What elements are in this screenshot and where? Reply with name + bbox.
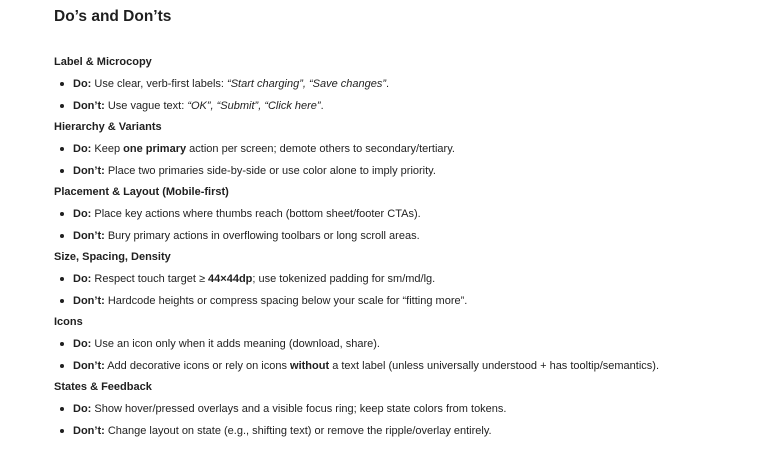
bullet-dot-icon — [60, 147, 64, 151]
section-heading: Size, Spacing, Density — [54, 251, 171, 263]
bullet-dot-icon — [60, 234, 64, 238]
item-lead-label: Don’t: — [73, 295, 105, 307]
item-lead-label: Do: — [73, 273, 92, 285]
dont-item — [54, 160, 659, 182]
sections-container — [54, 52, 659, 442]
example-text: “Start charging”, “Save changes” — [227, 78, 387, 90]
item-lead-label: Do: — [73, 208, 92, 220]
item-text: Change layout on state (e.g., shifting text) or remove the ripple/overlay entirely. — [104, 425, 492, 437]
bullet-dot-icon — [60, 104, 64, 108]
do-item — [54, 203, 659, 225]
do-item — [54, 268, 659, 290]
page-title: Do’s and Don’ts — [54, 8, 172, 25]
item-text: Keep — [91, 143, 124, 155]
emphasis-text: one primary — [123, 143, 187, 155]
item-text: Add decorative icons or rely on icons — [104, 360, 291, 372]
item-text: Show hover/pressed overlays and a visible focus ring; keep state colors from tokens. — [91, 403, 507, 415]
item-lead-label: Don’t: — [73, 100, 105, 112]
bullet-list — [54, 398, 659, 442]
section-heading: Icons — [54, 316, 83, 328]
emphasis-text: without — [290, 360, 330, 372]
item-lead-label: Don’t: — [73, 425, 105, 437]
section-hierarchy-and-variants — [54, 117, 659, 182]
bullet-list — [54, 138, 659, 182]
item-text: ; use tokenized padding for sm/md/lg. — [252, 273, 436, 285]
bullet-dot-icon — [60, 212, 64, 216]
item-text: action per screen; demote others to secondary/tertiary. — [186, 143, 455, 155]
item-text: . — [320, 100, 324, 112]
section-states-and-feedback — [54, 377, 659, 442]
item-lead-label: Don’t: — [73, 230, 105, 242]
item-lead-label: Do: — [73, 338, 92, 350]
item-text: Bury primary actions in overflowing toolbars or long scroll areas. — [104, 230, 420, 242]
bullet-list — [54, 73, 659, 117]
section-heading: States & Feedback — [54, 381, 152, 393]
bullet-list — [54, 333, 659, 377]
dont-item — [54, 355, 659, 377]
bullet-dot-icon — [60, 342, 64, 346]
item-text: Use vague text: — [104, 100, 188, 112]
section-heading: Label & Microcopy — [54, 56, 152, 68]
example-text: “OK”, “Submit”, “Click here” — [187, 100, 321, 112]
dont-item — [54, 95, 659, 117]
dont-item — [54, 420, 659, 442]
item-text: a text label (unless universally understood + has tooltip/semantics). — [329, 360, 660, 372]
bullet-dot-icon — [60, 169, 64, 173]
bullet-dot-icon — [60, 299, 64, 303]
bullet-dot-icon — [60, 429, 64, 433]
section-size-spacing-density — [54, 247, 659, 312]
item-text: Respect touch target ≥ — [91, 273, 209, 285]
item-text: Use an icon only when it adds meaning (download, share). — [91, 338, 380, 350]
bullet-dot-icon — [60, 364, 64, 368]
item-lead-label: Do: — [73, 143, 92, 155]
item-text: Place key actions where thumbs reach (bottom sheet/footer CTAs). — [91, 208, 421, 220]
item-text: Place two primaries side-by-side or use color alone to imply priority. — [104, 165, 436, 177]
section-placement-and-layout-mobile-first — [54, 182, 659, 247]
bullet-dot-icon — [60, 277, 64, 281]
item-text: Use clear, verb-first labels: — [91, 78, 228, 90]
bullet-dot-icon — [60, 82, 64, 86]
bullet-dot-icon — [60, 407, 64, 411]
item-lead-label: Don’t: — [73, 165, 105, 177]
item-text: Hardcode heights or compress spacing below your scale for “fitting more”. — [104, 295, 468, 307]
item-text: . — [386, 78, 390, 90]
dont-item — [54, 225, 659, 247]
emphasis-text: 44×44dp — [208, 273, 253, 285]
do-item — [54, 398, 659, 420]
do-item — [54, 333, 659, 355]
do-item — [54, 73, 659, 95]
dont-item — [54, 290, 659, 312]
item-lead-label: Don’t: — [73, 360, 105, 372]
section-heading: Hierarchy & Variants — [54, 121, 162, 133]
bullet-list — [54, 203, 659, 247]
section-heading: Placement & Layout (Mobile-first) — [54, 186, 229, 198]
section-label-and-microcopy — [54, 52, 659, 117]
do-item — [54, 138, 659, 160]
item-lead-label: Do: — [73, 403, 92, 415]
item-lead-label: Do: — [73, 78, 92, 90]
bullet-list — [54, 268, 659, 312]
section-icons — [54, 312, 659, 377]
